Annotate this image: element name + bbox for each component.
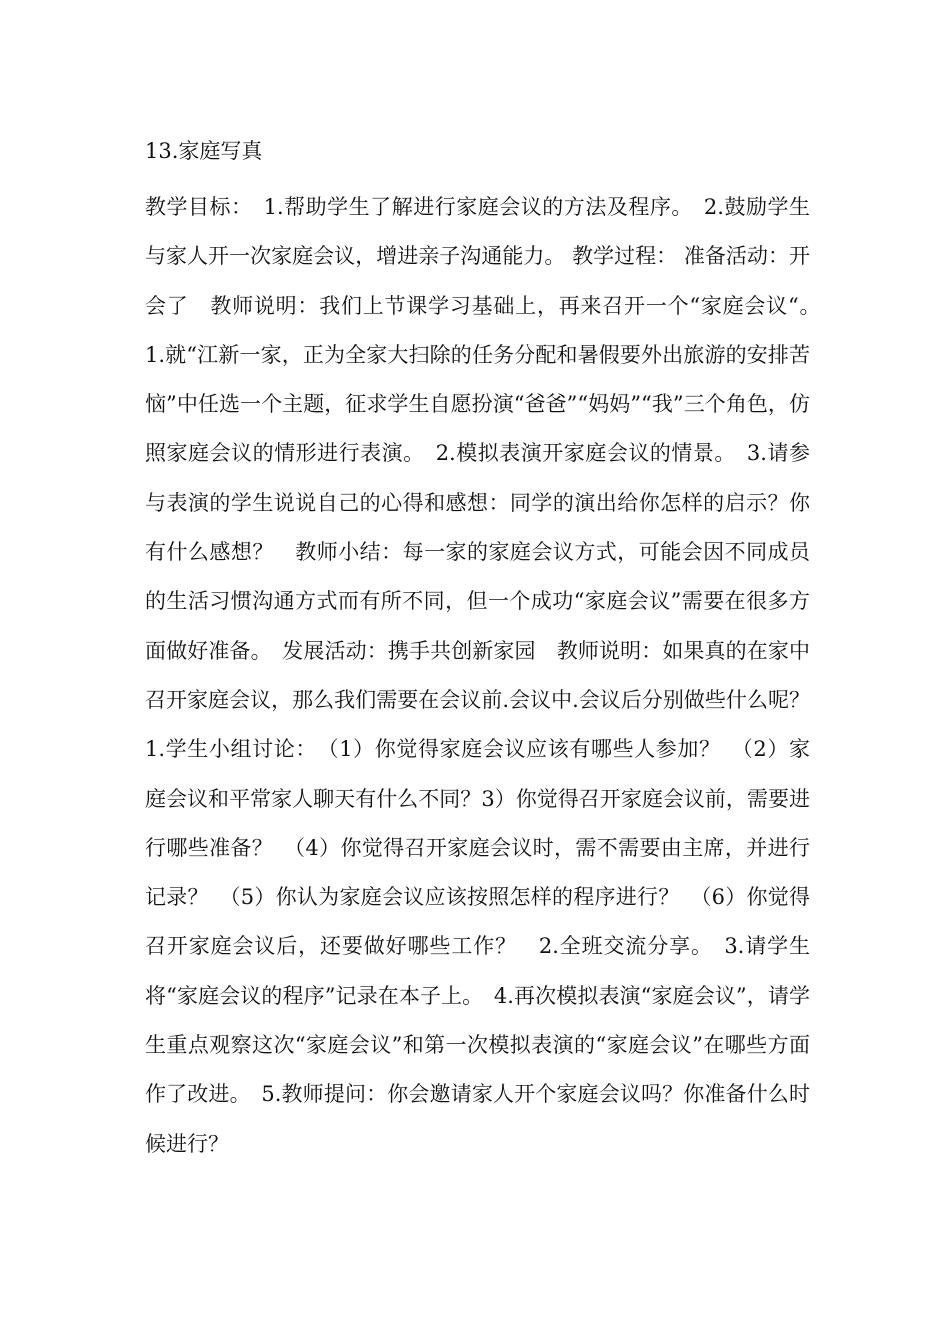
lesson-body-text: 教学目标： 1.帮助学生了解进行家庭会议的方法及程序。 2.鼓励学生与家人开一次家庭会议，增进亲子沟通能力。 教学过程： 准备活动：开会了 教师说明：我们上节课学习基础上，再来召开一个“家庭会议“。 1.就“江新一家，正为全家大扫除的任务分配和暑假要外出旅游的安排苦恼”中任选一个主题，征求学生自愿扮演“爸爸”“妈妈”“我”三个角色，仿照家庭会议的情形进行表演。 2.模拟表演开家庭会议的情景。 3.请参与表演的学生说说自己的心得和感想：同学的演出给你怎样的启示？你有什么感想？ 教师小结：每一家的家庭会议方式，可能会因不同成员的生活习惯沟通方式而有所不同，但一个成功“家庭会议”需要在很多方面做好准备。 发展活动：携手共创新家园 教师说明：如果真的在家中召开家庭会议，那么我们需要在会议前.会议中.会议后分别做些什么呢？ 1.学生小组讨论： （1）你觉得家庭会议应该有哪些人参加？ （2）家庭会议和平常家人聊天有什么不同？3）你觉得召开家庭会议前，需要进行哪些准备？ （4）你觉得召开家庭会议时，需不需要由主席，并进行记录？ （5）你认为家庭会议应该按照怎样的程序进行？ （6）你觉得召开家庭会议后，还要做好哪些工作？ 2.全班交流分享。 3.请学生将“家庭会议的程序”记录在本子上。 4.再次模拟表演“家庭会议”，请学生重点观察这次“家庭会议”和第一次模拟表演的“家庭会议”在哪些方面作了改进。 5.教师提问：你会邀请家人开个家庭会议吗？你准备什么时候进行？ bbox=[145, 195, 831, 1156]
lesson-title: 13.家庭写真 bbox=[145, 139, 263, 163]
